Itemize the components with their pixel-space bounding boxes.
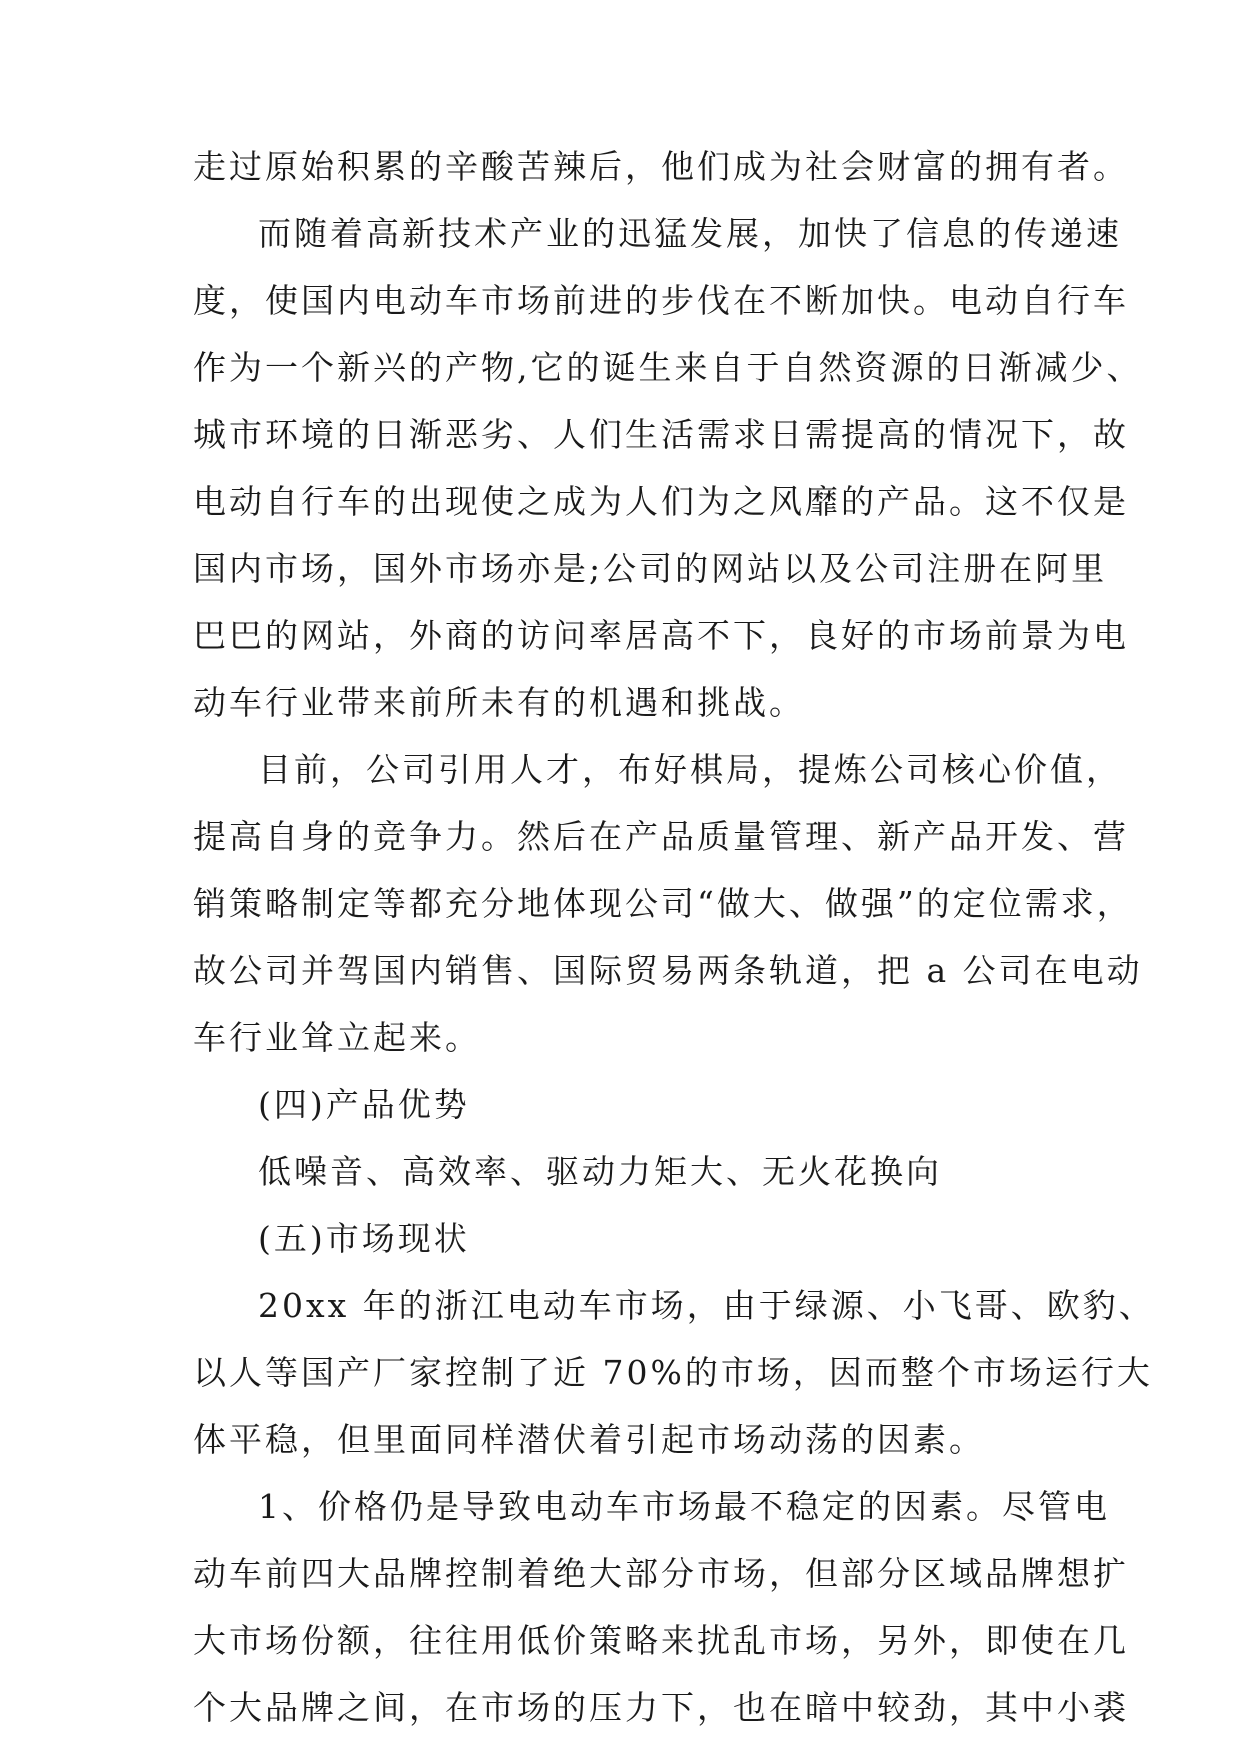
text-line: 体平稳，但里面同样潜伏着引起市场动荡的因素。	[193, 1420, 985, 1459]
text-line: 而随着高新技术产业的迅猛发展，加快了信息的传递速	[258, 214, 1122, 253]
text-line: 国内市场，国外市场亦是;公司的网站以及公司注册在阿里	[193, 549, 1108, 588]
text-line: 动车前四大品牌控制着绝大部分市场，但部分区域品牌想扩	[193, 1554, 1129, 1593]
text-line: 提高自身的竞争力。然后在产品质量管理、新产品开发、营	[193, 817, 1129, 856]
text-line: 目前，公司引用人才，布好棋局，提炼公司核心价值，	[258, 750, 1122, 789]
text-line: 动车行业带来前所未有的机遇和挑战。	[193, 683, 805, 722]
text-line: 销策略制定等都充分地体现公司“做大、做强”的定位需求，	[193, 884, 1133, 923]
text-line: 城市环境的日渐恶劣、人们生活需求日需提高的情况下，故	[193, 415, 1129, 454]
section-heading: (四)产品优势	[258, 1085, 470, 1124]
text-line: 车行业耸立起来。	[193, 1018, 481, 1057]
text-line: 巴巴的网站，外商的访问率居高不下，良好的市场前景为电	[193, 616, 1129, 655]
text-line: 20xx 年的浙江电动车市场，由于绿源、小飞哥、欧豹、	[258, 1286, 1155, 1325]
text-line: 故公司并驾国内销售、国际贸易两条轨道，把 a 公司在电动	[193, 951, 1143, 990]
text-line: 1、价格仍是导致电动车市场最不稳定的因素。尽管电	[258, 1487, 1110, 1526]
text-line: 电动自行车的出现使之成为人们为之风靡的产品。这不仅是	[193, 482, 1129, 521]
text-line: 度，使国内电动车市场前进的步伐在不断加快。电动自行车	[193, 281, 1129, 320]
text-line: 作为一个新兴的产物,它的诞生来自于自然资源的日渐减少、	[193, 348, 1143, 387]
text-line: 低噪音、高效率、驱动力矩大、无火花换向	[258, 1152, 942, 1191]
text-line: 走过原始积累的辛酸苦辣后，他们成为社会财富的拥有者。	[193, 147, 1129, 186]
text-line: 以人等国产厂家控制了近 70%的市场，因而整个市场运行大	[193, 1353, 1153, 1392]
section-heading: (五)市场现状	[258, 1219, 470, 1258]
text-line: 个大品牌之间，在市场的压力下，也在暗中较劲，其中小裘	[193, 1688, 1129, 1727]
text-line: 大市场份额，往往用低价策略来扰乱市场，另外，即使在几	[193, 1621, 1129, 1660]
